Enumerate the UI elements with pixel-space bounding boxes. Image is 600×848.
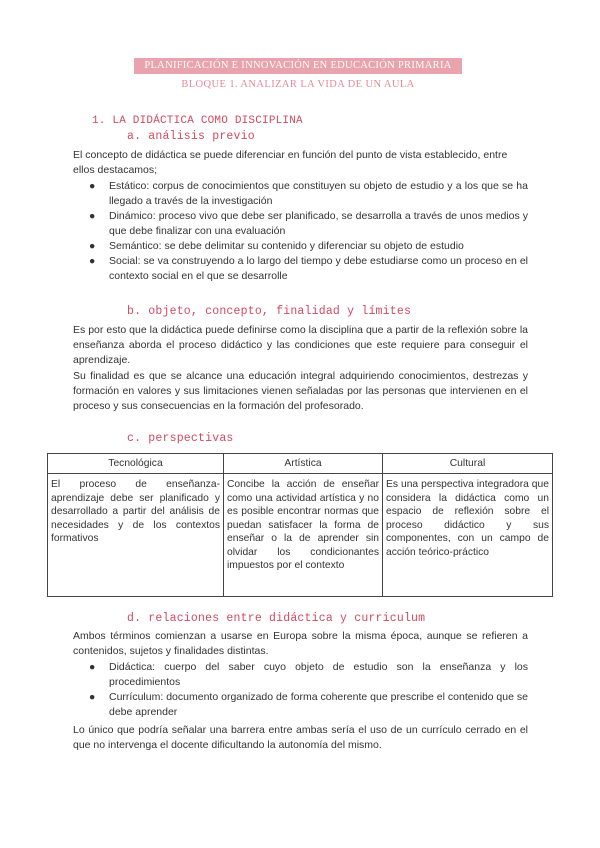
bullet-icon: ● <box>89 661 96 673</box>
column-header: Artística <box>224 454 383 474</box>
column-header: Tecnológica <box>48 454 224 474</box>
bullet-list-a <box>73 179 528 284</box>
bullet-icon: ● <box>89 691 96 703</box>
document-title: PLANIFICACIÓN E INNOVACIÓN EN EDUCACIÓN PRIMARIA <box>134 58 462 74</box>
subsection-heading-d: d. relaciones entre didáctica y curriculum <box>127 612 426 625</box>
paragraph-b2: Su finalidad es que se alcance una educación integral adquiriendo conocimientos, destrezas y formación en valores y sus limitaciones vienen señaladas por las personas que intervienen en el proceso y sus consecuencias en la formación del profesorado. <box>73 370 528 412</box>
list-item: ● Semántico: se debe delimitar su contenido y diferenciar su objeto de estudio <box>89 240 464 252</box>
subsection-heading-a: a. análisis previo <box>127 130 255 143</box>
bullet-icon: ● <box>89 240 96 252</box>
intro-paragraph-d: Ambos términos comienzan a usarse en Europa sobre la misma época, aunque se refieren a contenidos, sujetos y finalidades distintas. <box>73 630 528 657</box>
section-heading: 1. LA DIDÁCTICA COMO DISCIPLINA <box>92 115 303 127</box>
closing-paragraph-d: Lo único que podría señalar una barrera entre ambas sería el uso de un currículo cerrado en el que no intervenga el docente dificultando la autonomía del mismo. <box>73 724 528 751</box>
bullet-list-d <box>73 660 528 720</box>
bullet-icon: ● <box>89 255 96 267</box>
bullet-icon: ● <box>89 180 96 192</box>
document-subtitle: BLOQUE 1. ANALIZAR LA VIDA DE UN AULA <box>181 79 415 90</box>
table-cell: Concibe la acción de enseñar como una actividad artística y no es posible encontrar normas que puedan satisfacer la forma de enseñar o la de aprender sin olvidar los condicionantes impuestos por el contexto <box>224 474 383 597</box>
list-item: ● Didáctica: cuerpo del saber cuyo objeto de estudio son la enseñanza y los procedimientos <box>89 661 528 688</box>
paragraph-b1: Es por esto que la didáctica puede definirse como la disciplina que a partir de la reflexión sobre la enseñanza aborda el proceso didáctico y las condiciones que este requiere para conseguir el aprendizaje. <box>73 324 528 366</box>
list-item: ● Social: se va construyendo a lo largo del tiempo y debe estudiarse como un proceso en el contexto social en el que se desarrolle <box>89 255 528 282</box>
table-row <box>48 474 553 597</box>
list-item: ● Currículum: documento organizado de forma coherente que prescribe el contenido que se debe aprender <box>89 691 528 718</box>
perspectives-table <box>47 453 553 597</box>
list-item: ● Dinámico: proceso vivo que debe ser planificado, se desarrolla a través de unos medios y que debe finalizar con una evaluación <box>89 210 528 237</box>
column-header: Cultural <box>383 454 553 474</box>
table-cell: Es una perspectiva integradora que considera la didáctica como un espacio de reflexión sobre el proceso didáctico y sus componentes, con un campo de acción teórico-práctico <box>383 474 553 597</box>
table-header-row <box>48 454 553 474</box>
table-cell: El proceso de enseñanza-aprendizaje debe ser planificado y desarrollado a partir del análisis de necesidades y de los contextos formativos <box>48 474 224 597</box>
list-item: ● Estático: corpus de conocimientos que constituyen su objeto de estudio y a los que se ha llegado a través de la investigación <box>89 180 528 207</box>
intro-paragraph-a: El concepto de didáctica se puede diferenciar en función del punto de vista establecido, entre ellos destacamos; <box>73 149 508 176</box>
subsection-heading-c: c. perspectivas <box>127 432 234 445</box>
subsection-heading-b: b. objeto, concepto, finalidad y límites <box>127 305 412 318</box>
bullet-icon: ● <box>89 210 96 222</box>
